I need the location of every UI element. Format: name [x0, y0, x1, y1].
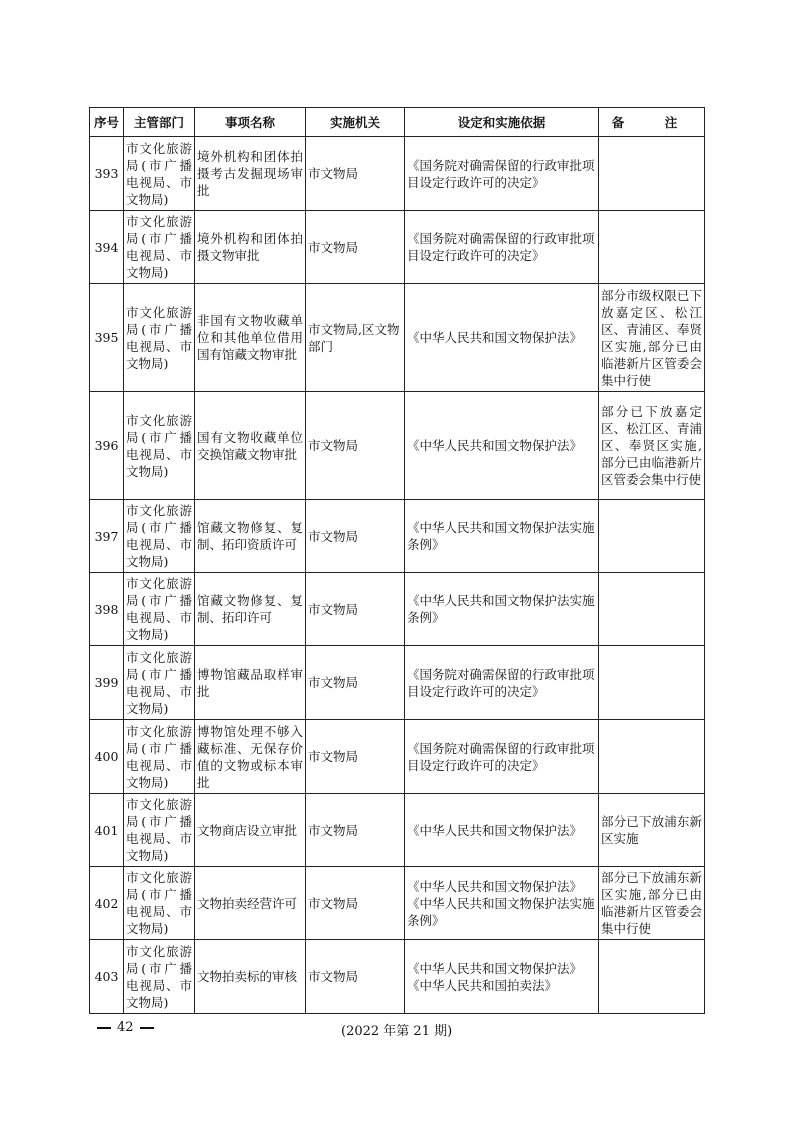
row-basis: 《国务院对确需保留的行政审批项目设定行政许可的决定》 [405, 211, 599, 284]
dash-left [97, 1027, 111, 1029]
row-department: 市文化旅游局(市广播电视局、市文物局) [124, 500, 195, 573]
row-item-name: 国有文物收藏单位交换馆藏文物审批 [195, 392, 306, 500]
row-remarks [599, 500, 705, 573]
row-remarks [599, 573, 705, 646]
row-number: 399 [90, 646, 124, 720]
row-item-name: 博物馆藏品取样审批 [195, 646, 306, 720]
row-number: 400 [90, 720, 124, 794]
row-department: 市文化旅游局(市广播电视局、市文物局) [124, 720, 195, 794]
row-remarks [599, 720, 705, 794]
row-number: 403 [90, 940, 124, 1014]
row-agency: 市文物局 [306, 646, 405, 720]
row-number: 402 [90, 867, 124, 940]
table-row [90, 940, 705, 1014]
row-item-name: 馆藏文物修复、复制、拓印资质许可 [195, 500, 306, 573]
row-basis: 《国务院对确需保留的行政审批项目设定行政许可的决定》 [405, 646, 599, 720]
header-department: 主管部门 [124, 108, 195, 137]
row-agency: 市文物局 [306, 211, 405, 284]
row-item-name: 境外机构和团体拍摄文物审批 [195, 211, 306, 284]
row-department: 市文化旅游局(市广播电视局、市文物局) [124, 392, 195, 500]
header-agency: 实施机关 [306, 108, 405, 137]
row-number: 393 [90, 137, 124, 211]
row-item-name: 博物馆处理不够入藏标准、无保存价值的文物或标本审批 [195, 720, 306, 794]
row-agency: 市文物局,区文物部门 [306, 284, 405, 392]
row-remarks [599, 646, 705, 720]
row-basis: 《中华人民共和国文物保护法》《中华人民共和国拍卖法》 [405, 940, 599, 1014]
page-number-text: 42 [117, 1020, 134, 1035]
table-header-row [90, 108, 705, 137]
table-row [90, 794, 705, 867]
row-department: 市文化旅游局(市广播电视局、市文物局) [124, 867, 195, 940]
row-basis: 《中华人民共和国文物保护法》 [405, 284, 599, 392]
table-row [90, 720, 705, 794]
row-basis: 《中华人民共和国文物保护法》 [405, 392, 599, 500]
row-department: 市文化旅游局(市广播电视局、市文物局) [124, 646, 195, 720]
row-agency: 市文物局 [306, 794, 405, 867]
row-department: 市文化旅游局(市广播电视局、市文物局) [124, 940, 195, 1014]
header-item-name: 事项名称 [195, 108, 306, 137]
header-remarks: 备 注 [599, 108, 705, 137]
row-basis: 《中华人民共和国文物保护法实施条例》 [405, 500, 599, 573]
admin-approval-table [89, 107, 705, 1014]
table-row [90, 137, 705, 211]
row-remarks [599, 211, 705, 284]
row-department: 市文化旅游局(市广播电视局、市文物局) [124, 794, 195, 867]
row-basis: 《中华人民共和国文物保护法》《中华人民共和国文物保护法实施条例》 [405, 867, 599, 940]
table-row [90, 284, 705, 392]
table-row [90, 392, 705, 500]
row-number: 394 [90, 211, 124, 284]
table-row [90, 867, 705, 940]
row-remarks: 部分已下放浦东新区实施 [599, 794, 705, 867]
row-agency: 市文物局 [306, 500, 405, 573]
row-remarks: 部分已下放嘉定区、松江区、青浦区、奉贤区实施,部分已由临港新片区管委会集中行使 [599, 392, 705, 500]
header-seq: 序号 [90, 108, 124, 137]
issue-label: (2022 年第 21 期) [341, 1024, 453, 1039]
row-item-name: 境外机构和团体拍摄考古发掘现场审批 [195, 137, 306, 211]
row-number: 397 [90, 500, 124, 573]
row-remarks: 部分已下放浦东新区实施,部分已由临港新片区管委会集中行使 [599, 867, 705, 940]
row-department: 市文化旅游局(市广播电视局、市文物局) [124, 137, 195, 211]
row-basis: 《国务院对确需保留的行政审批项目设定行政许可的决定》 [405, 137, 599, 211]
row-item-name: 文物拍卖标的审核 [195, 940, 306, 1014]
row-basis: 《国务院对确需保留的行政审批项目设定行政许可的决定》 [405, 720, 599, 794]
row-number: 398 [90, 573, 124, 646]
table-row [90, 573, 705, 646]
row-department: 市文化旅游局(市广播电视局、市文物局) [124, 211, 195, 284]
row-remarks [599, 940, 705, 1014]
header-basis: 设定和实施依据 [405, 108, 599, 137]
row-number: 401 [90, 794, 124, 867]
row-agency: 市文物局 [306, 940, 405, 1014]
row-number: 396 [90, 392, 124, 500]
row-item-name: 馆藏文物修复、复制、拓印许可 [195, 573, 306, 646]
row-number: 395 [90, 284, 124, 392]
page-number [91, 1020, 160, 1035]
row-agency: 市文物局 [306, 720, 405, 794]
row-agency: 市文物局 [306, 867, 405, 940]
row-department: 市文化旅游局(市广播电视局、市文物局) [124, 573, 195, 646]
row-remarks [599, 137, 705, 211]
row-item-name: 文物拍卖经营许可 [195, 867, 306, 940]
row-remarks: 部分市级权限已下放嘉定区、松江区、青浦区、奉贤区实施,部分已由临港新片区管委会集中行使 [599, 284, 705, 392]
table-row [90, 646, 705, 720]
row-department: 市文化旅游局(市广播电视局、市文物局) [124, 284, 195, 392]
row-basis: 《中华人民共和国文物保护法实施条例》 [405, 573, 599, 646]
row-agency: 市文物局 [306, 392, 405, 500]
row-item-name: 非国有文物收藏单位和其他单位借用国有馆藏文物审批 [195, 284, 306, 392]
row-item-name: 文物商店设立审批 [195, 794, 306, 867]
table-row [90, 211, 705, 284]
table-row [90, 500, 705, 573]
row-basis: 《中华人民共和国文物保护法》 [405, 794, 599, 867]
row-agency: 市文物局 [306, 573, 405, 646]
dash-right [140, 1027, 154, 1029]
row-agency: 市文物局 [306, 137, 405, 211]
